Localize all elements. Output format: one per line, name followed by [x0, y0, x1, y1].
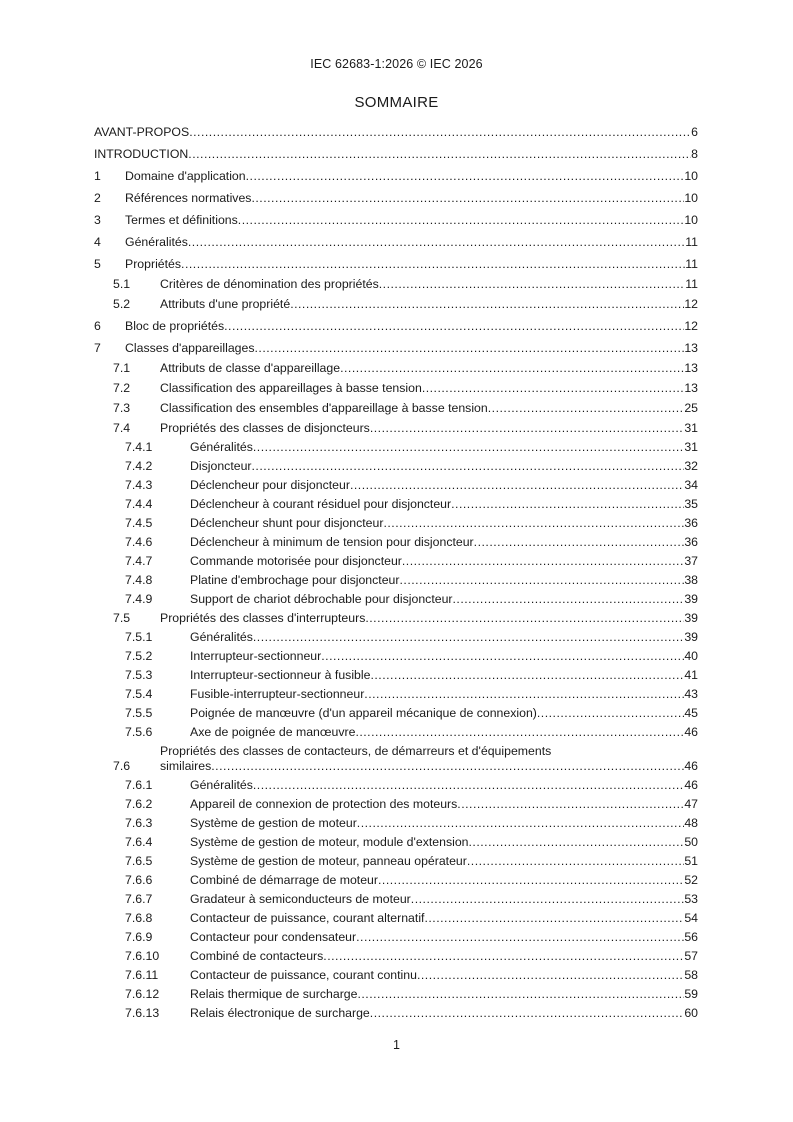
toc-dot-leader: [357, 816, 685, 831]
toc-entry-number: 7.4.6: [125, 535, 153, 549]
toc-entry-page: 10: [684, 191, 698, 205]
toc-entry-number: 7.5.2: [125, 649, 153, 663]
toc-entry-title: Attributs de classe d'appareillage: [160, 361, 341, 375]
toc-entry-number: 7.5.6: [125, 725, 153, 739]
toc-dot-leader: [451, 497, 684, 512]
toc-entry-page: 39: [684, 611, 698, 625]
toc-entry-number: 7.4.5: [125, 516, 153, 530]
toc-entry-number: 7.4.1: [125, 440, 153, 454]
toc-entry-title: Interrupteur-sectionneur: [190, 649, 322, 663]
toc-entry[interactable]: [94, 516, 698, 531]
toc-entry[interactable]: [94, 341, 698, 356]
toc-entry-page: 32: [684, 459, 698, 473]
toc-entry[interactable]: [94, 987, 698, 1002]
toc-entry-title: Poignée de manœuvre (d'un appareil mécanique de connexion): [190, 706, 537, 720]
toc-entry[interactable]: [94, 706, 698, 721]
toc-entry-title: Propriétés des classes d'interrupteurs: [160, 611, 366, 625]
toc-entry[interactable]: [94, 797, 698, 812]
toc-entry-title: Généralités: [190, 778, 253, 792]
toc-entry-title: Bloc de propriétés: [125, 319, 225, 333]
toc-entry-page: 45: [684, 706, 698, 720]
toc-entry[interactable]: [94, 459, 698, 474]
toc-entry-page: 36: [684, 535, 698, 549]
toc-entry[interactable]: [94, 835, 698, 850]
toc-entry-number: 7.6.3: [125, 816, 153, 830]
page-number: 1: [393, 1038, 400, 1052]
toc-dot-leader: [251, 191, 684, 206]
toc-entry[interactable]: [94, 930, 698, 945]
toc-entry[interactable]: [94, 592, 698, 607]
toc-dot-leader: [238, 213, 685, 228]
toc-entry-title: Relais électronique de surcharge: [190, 1006, 370, 1020]
toc-entry-page: 6: [691, 125, 698, 139]
toc-entry[interactable]: [94, 401, 698, 416]
toc-entry-number: 7.5.1: [125, 630, 153, 644]
toc-entry[interactable]: [94, 968, 698, 983]
toc-entry-page: 10: [684, 213, 698, 227]
toc-entry[interactable]: [94, 147, 698, 162]
toc-dot-leader: [411, 892, 685, 907]
toc-entry-title: Commande motorisée pour disjoncteur: [190, 554, 402, 568]
toc-entry-title: Généralités: [190, 440, 253, 454]
page-title: SOMMAIRE: [354, 94, 439, 111]
toc-entry-number: 7.3: [113, 401, 131, 415]
toc-entry[interactable]: [94, 744, 698, 774]
toc-entry-title: Contacteur pour condensateur: [190, 930, 357, 944]
toc-entry[interactable]: [94, 125, 698, 140]
toc-entry-number: 7.5.5: [125, 706, 153, 720]
toc-entry-page: 40: [684, 649, 698, 663]
toc-entry-number: 7.4.3: [125, 478, 153, 492]
toc-entry-page: 11: [685, 257, 698, 271]
toc-entry-page: 8: [691, 147, 698, 161]
toc-entry-title: Classification des appareillages à basse tension: [160, 381, 422, 395]
toc-entry[interactable]: [94, 949, 698, 964]
toc-entry[interactable]: [94, 319, 698, 334]
toc-dot-leader: [355, 725, 684, 740]
toc-entry-title: similaires: [160, 759, 212, 773]
toc-entry-number: 7.6.11: [125, 968, 159, 982]
toc-dot-leader: [402, 554, 684, 569]
toc-entry[interactable]: [94, 421, 698, 436]
toc-entry-number: 7.4.2: [125, 459, 153, 473]
toc-entry-number: 3: [94, 213, 101, 227]
toc-entry-page: 38: [684, 573, 698, 587]
toc-entry-title: Classes d'appareillages: [125, 341, 255, 355]
toc-dot-leader: [474, 535, 685, 550]
toc-dot-leader: [255, 341, 685, 356]
toc-dot-leader: [457, 797, 684, 812]
toc-entry-number: 7.6.9: [125, 930, 153, 944]
toc-entry-title: INTRODUCTION: [94, 147, 189, 161]
toc-entry-number: 7.4.8: [125, 573, 153, 587]
toc-entry[interactable]: [94, 235, 698, 250]
toc-entry-number: 7.6.4: [125, 835, 153, 849]
toc-dot-leader: [340, 361, 684, 376]
toc-entry-number: 7.6.1: [125, 778, 153, 792]
toc-entry-page: 12: [684, 319, 698, 333]
toc-dot-leader: [188, 147, 691, 162]
toc-entry-number: 7.4.7: [125, 554, 153, 568]
toc-entry[interactable]: [94, 381, 698, 396]
toc-entry[interactable]: [94, 573, 698, 588]
toc-entry-page: 31: [684, 421, 698, 435]
toc-entry-page: 46: [684, 778, 698, 792]
toc-entry[interactable]: [94, 816, 698, 831]
toc-entry-number: 7.4: [113, 421, 131, 435]
toc-entry-number: 4: [94, 235, 101, 249]
toc-entry-page: 43: [684, 687, 698, 701]
toc-entry[interactable]: [94, 213, 698, 228]
document-header: IEC 62683-1:2026 © IEC 2026: [310, 57, 483, 71]
toc-entry-title: Généralités: [190, 630, 253, 644]
toc-entry-page: 60: [684, 1006, 698, 1020]
toc-entry-title: Contacteur de puissance, courant continu: [190, 968, 417, 982]
toc-dot-leader: [323, 949, 684, 964]
toc-entry-title: Déclencheur shunt pour disjoncteur: [190, 516, 384, 530]
toc-dot-leader: [537, 706, 684, 721]
toc-entry-title: Classification des ensembles d'appareillage à basse tension: [160, 401, 488, 415]
toc-entry-page: 58: [684, 968, 698, 982]
toc-dot-leader: [181, 257, 685, 272]
toc-dot-leader: [252, 459, 685, 474]
toc-entry-title: Fusible-interrupteur-sectionneur: [190, 687, 365, 701]
toc-entry-title: Termes et définitions: [125, 213, 238, 227]
toc-dot-leader: [211, 759, 684, 774]
toc-entry-number: 5: [94, 257, 101, 271]
toc-entry[interactable]: [94, 611, 698, 626]
toc-entry-title: Système de gestion de moteur, module d'extension: [190, 835, 469, 849]
toc-entry-title: Appareil de connexion de protection des moteurs: [190, 797, 458, 811]
toc-dot-leader: [453, 592, 685, 607]
toc-entry-number: 6: [94, 319, 101, 333]
toc-entry-page: 41: [684, 668, 698, 682]
toc-entry-number: 7.6.12: [125, 987, 160, 1001]
toc-dot-leader: [370, 668, 684, 683]
toc-entry-page: 12: [684, 297, 698, 311]
toc-dot-leader: [253, 440, 684, 455]
toc-dot-leader: [246, 169, 685, 184]
toc-entry-title: Disjoncteur: [190, 459, 252, 473]
toc-entry-number: 5.2: [113, 297, 131, 311]
toc-entry[interactable]: [94, 687, 698, 702]
toc-entry-page: 11: [685, 235, 698, 249]
toc-entry-number: 7.2: [113, 381, 131, 395]
toc-dot-leader: [290, 297, 684, 312]
toc-entry-page: 53: [684, 892, 698, 906]
toc-dot-leader: [469, 835, 685, 850]
toc-dot-leader: [321, 649, 684, 664]
toc-entry-number: 5.1: [113, 277, 131, 291]
toc-entry-title: Propriétés des classes de contacteurs, de démarreurs et d'équipements: [160, 744, 552, 758]
toc-entry[interactable]: [94, 778, 698, 793]
toc-entry-number: 1: [94, 169, 101, 183]
toc-entry-title: Axe de poignée de manœuvre: [190, 725, 356, 739]
toc-dot-leader: [488, 401, 685, 416]
toc-entry-number: 7.6: [113, 759, 131, 773]
toc-dot-leader: [253, 778, 684, 793]
toc-entry-page: 13: [684, 341, 698, 355]
toc-entry-title: Attributs d'une propriété: [160, 297, 291, 311]
toc-entry[interactable]: [94, 257, 698, 272]
toc-entry-page: 46: [684, 725, 698, 739]
toc-entry-title: Références normatives: [125, 191, 252, 205]
toc-entry-page: 11: [685, 277, 698, 291]
toc-dot-leader: [417, 968, 684, 983]
toc-entry-page: 54: [684, 911, 698, 925]
toc-dot-leader: [399, 573, 684, 588]
toc-entry-page: 50: [684, 835, 698, 849]
toc-dot-leader: [370, 421, 684, 436]
toc-entry[interactable]: [94, 191, 698, 206]
toc-entry-title: Système de gestion de moteur: [190, 816, 357, 830]
toc-entry-number: 7.4.9: [125, 592, 153, 606]
toc-entry-number: 7.6.10: [125, 949, 160, 963]
toc-entry-page: 57: [684, 949, 698, 963]
toc-entry[interactable]: [94, 497, 698, 512]
toc-entry-number: 2: [94, 191, 101, 205]
toc-entry[interactable]: [94, 297, 698, 312]
toc-entry[interactable]: [94, 854, 698, 869]
toc-entry-title: AVANT-PROPOS: [94, 125, 190, 139]
toc-dot-leader: [224, 319, 684, 334]
toc-entry-number: 7.6.8: [125, 911, 153, 925]
toc-dot-leader: [467, 854, 684, 869]
toc-entry-page: 52: [684, 873, 698, 887]
toc-dot-leader: [364, 687, 684, 702]
toc-dot-leader: [189, 125, 691, 140]
toc-entry-title: Propriétés: [125, 257, 182, 271]
toc-dot-leader: [422, 381, 685, 396]
toc-dot-leader: [357, 987, 684, 1002]
toc-dot-leader: [379, 277, 686, 292]
toc-entry[interactable]: [94, 440, 698, 455]
toc-dot-leader: [365, 611, 684, 626]
toc-entry-number: 7.5.4: [125, 687, 153, 701]
toc-entry-number: 7.5.3: [125, 668, 153, 682]
toc-entry-title: Interrupteur-sectionneur à fusible: [190, 668, 371, 682]
toc-dot-leader: [356, 930, 684, 945]
toc-dot-leader: [383, 516, 684, 531]
toc-entry-number: 7.6.13: [125, 1006, 160, 1020]
toc-dot-leader: [424, 911, 684, 926]
toc-entry-number: 7.5: [113, 611, 131, 625]
toc-entry[interactable]: [94, 630, 698, 645]
toc-entry-title: Contacteur de puissance, courant alternatif: [190, 911, 425, 925]
toc-entry-title: Système de gestion de moteur, panneau opérateur: [190, 854, 467, 868]
toc-entry-page: 35: [684, 497, 698, 511]
toc-entry-title: Déclencheur à minimum de tension pour disjoncteur: [190, 535, 474, 549]
toc-entry-number: 7.6.2: [125, 797, 153, 811]
toc-entry[interactable]: [94, 277, 698, 292]
toc-entry-page: 47: [684, 797, 698, 811]
toc-dot-leader: [378, 873, 684, 888]
toc-entry[interactable]: [94, 668, 698, 683]
toc-entry[interactable]: [94, 725, 698, 740]
toc-entry-number: 7.1: [113, 361, 131, 375]
toc-entry-title: Déclencheur pour disjoncteur: [190, 478, 350, 492]
toc-entry[interactable]: [94, 873, 698, 888]
toc-entry[interactable]: [94, 554, 698, 569]
toc-entry[interactable]: [94, 478, 698, 493]
toc-entry-page: 48: [684, 816, 698, 830]
toc-entry-title: Combiné de démarrage de moteur: [190, 873, 378, 887]
toc-entry-page: 59: [684, 987, 698, 1001]
toc-entry-title: Généralités: [125, 235, 188, 249]
toc-entry-number: 7.6.7: [125, 892, 153, 906]
toc-entry[interactable]: [94, 911, 698, 926]
toc-entry-number: 7.4.4: [125, 497, 153, 511]
toc-dot-leader: [370, 1006, 685, 1021]
toc-dot-leader: [188, 235, 685, 250]
toc-entry-page: 31: [684, 440, 698, 454]
toc-entry-title: Combiné de contacteurs: [190, 949, 324, 963]
toc-entry[interactable]: [94, 892, 698, 907]
toc-entry-title: Déclencheur à courant résiduel pour disjoncteur: [190, 497, 452, 511]
toc-entry-number: 7.6.5: [125, 854, 153, 868]
toc-entry[interactable]: [94, 1006, 698, 1021]
toc-entry-page: 39: [684, 592, 698, 606]
toc-dot-leader: [350, 478, 684, 493]
toc-entry[interactable]: [94, 535, 698, 550]
toc-entry-page: 39: [684, 630, 698, 644]
toc-dot-leader: [253, 630, 684, 645]
toc-entry[interactable]: [94, 649, 698, 664]
toc-entry-page: 36: [684, 516, 698, 530]
toc-entry-number: 7: [94, 341, 101, 355]
toc-entry-page: 34: [684, 478, 698, 492]
toc-entry-title: Domaine d'application: [125, 169, 246, 183]
toc-entry-title: Critères de dénomination des propriétés: [160, 277, 379, 291]
toc-entry-number: 7.6.6: [125, 873, 153, 887]
table-of-contents: [94, 125, 698, 1021]
toc-entry-page: 37: [684, 554, 698, 568]
toc-entry-title: Platine d'embrochage pour disjoncteur: [190, 573, 400, 587]
toc-entry-title: Support de chariot débrochable pour disjoncteur: [190, 592, 453, 606]
toc-entry-page: 13: [684, 361, 698, 375]
toc-entry[interactable]: [94, 169, 698, 184]
toc-entry-page: 25: [684, 401, 698, 415]
toc-entry-title: Gradateur à semiconducteurs de moteur: [190, 892, 411, 906]
toc-entry-page: 56: [684, 930, 698, 944]
toc-entry-page: 51: [684, 854, 698, 868]
toc-entry-title: Propriétés des classes de disjoncteurs: [160, 421, 370, 435]
toc-entry-page: 13: [684, 381, 698, 395]
toc-entry-title: Relais thermique de surcharge: [190, 987, 358, 1001]
toc-entry[interactable]: [94, 361, 698, 376]
toc-entry-page: 10: [684, 169, 698, 183]
toc-entry-page: 46: [684, 759, 698, 773]
